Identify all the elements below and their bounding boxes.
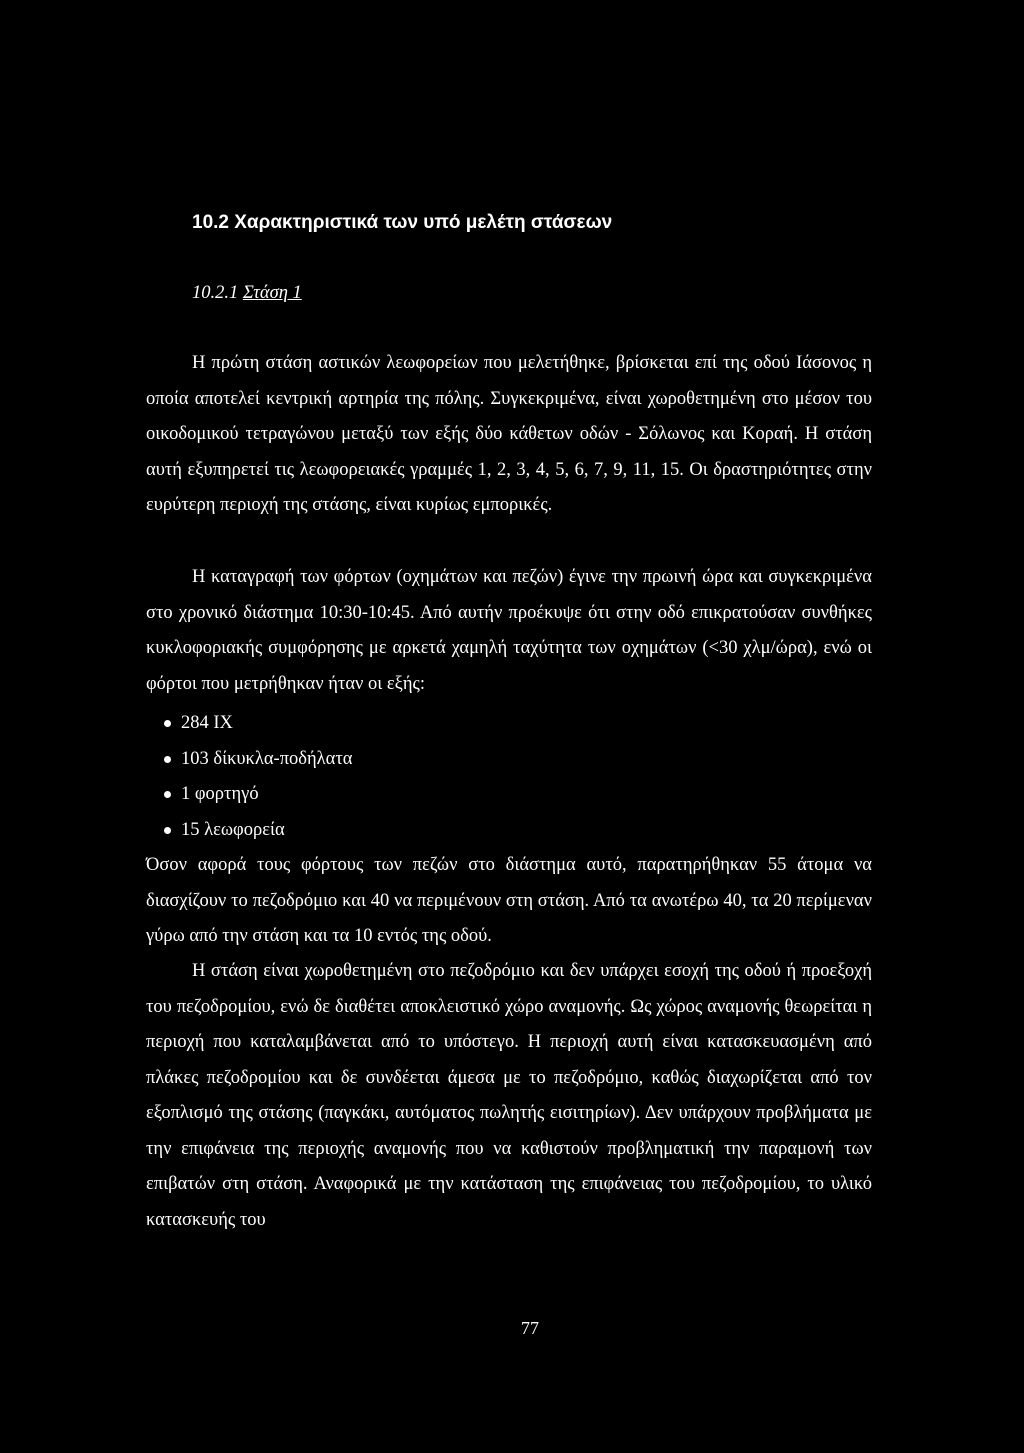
bullet-icon <box>164 720 171 727</box>
vehicle-volume-list <box>164 706 352 848</box>
bullet-icon <box>164 791 171 798</box>
subsection-title: Στάση 1 <box>242 283 302 303</box>
list-item-text: 103 δίκυκλα-ποδήλατα <box>181 748 353 769</box>
bullet-icon <box>164 827 171 834</box>
paragraph-text: Η πρώτη στάση αστικών λεωφορείων που μελετήθηκε, βρίσκεται επί της οδού Ιάσονος η οποία αποτελεί κεντρική αρτηρία της πόλης. Συγκεκριμένα, είναι χωροθετημένη στο μέσον του οικοδομικού τετραγώνου μεταξύ των εξής δύο κάθετων οδών - Σόλωνος και Κοραή. Η στάση αυτή εξυπηρετεί τις λεωφορειακές γραμμές 1, 2, 3, 4, 5, 6, 7, 9, 11, 15. Οι δραστηριότητες στην ευρύτερη περιοχή της στάσης, είναι κυρίως εμπορικές. <box>146 353 872 515</box>
page-number: 77 <box>521 1318 539 1338</box>
paragraph-pedestrian-count <box>146 848 872 955</box>
paragraph-text: Η στάση είναι χωροθετημένη στο πεζοδρόμιο και δεν υπάρχει εσοχή της οδού ή προεξοχή του πεζοδρομίου, ενώ δε διαθέτει αποκλειστικό χώρο αναμονής. Ως χώρος αναμονής θεωρείται η περιοχή που καταλαμβάνεται από το υπόστεγο. Η περιοχή αυτή είναι κατασκευασμένη από πλάκες πεζοδρομίου και δε συνδέεται άμεσα με το πεζοδρόμιο, καθώς διαχωρίζεται από τον εξοπλισμό της στάσης (παγκάκι, αυτόματος πωλητής εισιτηρίων). Δεν υπάρχουν προβλήματα με την επιφάνεια της περιοχής αναμονής που να καθιστούν προβληματική την παραμονή των επιβατών στη στάση. Αναφορικά με την κατάσταση της επιφάνειας του πεζοδρομίου, το υλικό κατασκευής του <box>146 961 872 1230</box>
list-item <box>164 813 352 849</box>
section-heading: 10.2 Χαρακτηριστικά των υπό μελέτη στάσεων <box>192 212 613 233</box>
list-item-text: 284 ΙΧ <box>181 713 233 733</box>
subsection-heading <box>192 283 302 304</box>
paragraph-waiting-area <box>146 954 872 1238</box>
paragraph-traffic-count <box>146 560 872 702</box>
paragraph-text: Η καταγραφή των φόρτων (οχημάτων και πεζών) έγινε την πρωινή ώρα και συγκεκριμένα στο χρονικό διάστημα 10:30-10:45. Από αυτήν προέκυψε ότι στην οδό επικρατούσαν συνθήκες κυκλοφοριακής συμφόρησης με αρκετά χαμηλή ταχύτητα των οχημάτων (<30 χλμ/ώρα), ενώ οι φόρτοι που μετρήθηκαν ήταν οι εξής: <box>146 567 872 694</box>
list-item <box>164 706 352 742</box>
document-page <box>146 0 872 1453</box>
list-item <box>164 742 352 778</box>
list-item <box>164 777 352 813</box>
paragraph-stop-description <box>146 346 872 524</box>
bullet-icon <box>164 756 171 763</box>
list-item-text: 15 λεωφορεία <box>181 819 285 840</box>
subsection-number: 10.2.1 <box>192 283 243 303</box>
list-item-text: 1 φορτηγό <box>181 784 259 804</box>
paragraph-text: Όσον αφορά τους φόρτους των πεζών στο διάστημα αυτό, παρατηρήθηκαν 55 άτομα να διασχίζουν το πεζοδρόμιο και 40 να περιμένουν στη στάση. Από τα ανωτέρω 40, τα 20 περίμεναν γύρω από την στάση και τα 10 εντός της οδού. <box>146 855 872 946</box>
